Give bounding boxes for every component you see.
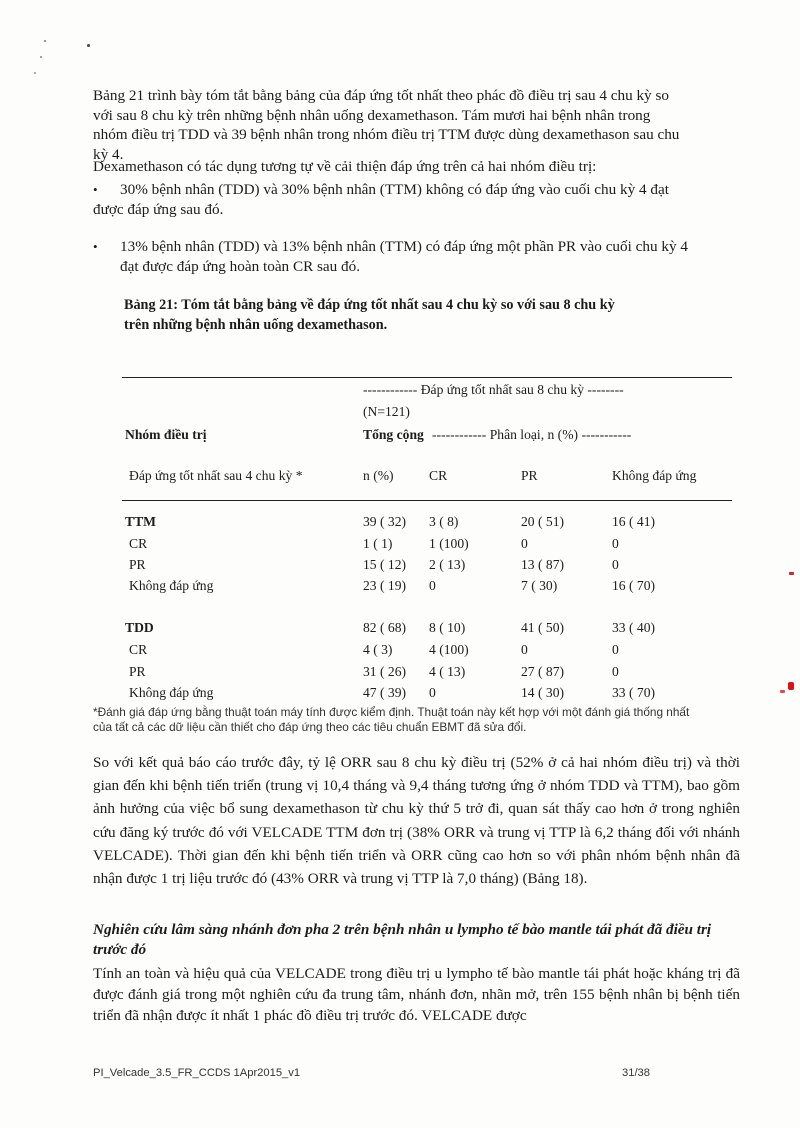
intro-line: nhóm điều trị TDD và 39 bệnh nhân trong nhóm điều trị TTM được dùng dexamethason sau chu (93, 126, 680, 143)
row-label: PR (129, 664, 146, 679)
table-header-rule (122, 500, 732, 501)
table-cell: 33 ( 70) (612, 685, 656, 700)
bullet-line: đạt được đáp ứng hoàn toàn CR sau đó. (120, 258, 361, 275)
table-cell: 1 (100) (429, 536, 469, 551)
header-n-label: (N=121) (363, 404, 410, 419)
table-cell: 31 ( 26) (363, 664, 407, 679)
header-total-label: Tổng cộng (363, 427, 424, 442)
scan-mark-red (780, 690, 785, 693)
table-cell: 39 ( 32) (363, 514, 407, 529)
row-label: Không đáp ứng (129, 685, 214, 700)
scan-speck (34, 72, 36, 74)
table-cell: 82 ( 68) (363, 620, 407, 635)
bullet-line: 30% bệnh nhân (TDD) và 30% bệnh nhân (TTM) không có đáp ứng vào cuối chu kỳ 4 đạt (120, 181, 669, 198)
table-cell: 4 ( 3) (363, 642, 393, 657)
header-col-n: n (%) (363, 468, 394, 483)
table-cell: 1 ( 1) (363, 536, 393, 551)
header-class-label: ------------ Phân loại, n (%) ----------- (432, 427, 632, 442)
table-cell: 2 ( 13) (429, 557, 466, 572)
header-col-cr: CR (429, 468, 448, 483)
table-cell: 0 (429, 685, 436, 700)
table-cell: 47 ( 39) (363, 685, 407, 700)
footer-page-number: 31/38 (622, 1067, 650, 1079)
table-cell: 14 ( 30) (521, 685, 565, 700)
table-cell: 0 (612, 557, 619, 572)
table-cell: 20 ( 51) (521, 514, 565, 529)
table-caption-line: Bảng 21: Tóm tắt bằng bảng về đáp ứng tốt nhất sau 4 chu kỳ so với sau 8 chu kỳ (124, 297, 615, 313)
header-col-pr: PR (521, 468, 538, 483)
table-cell: 15 ( 12) (363, 557, 407, 572)
row-label: CR (129, 536, 148, 551)
scan-mark-red (788, 682, 794, 690)
row-label: PR (129, 557, 146, 572)
comparison-paragraph: So với kết quả báo cáo trước đây, tỷ lệ ORR sau 8 chu kỳ điều trị (52% ở cả hai nhóm điều trị) và thời gian đến khi bệnh tiến triển (trung vị 10,4 tháng và 9,4 tháng tương ứng ở nhóm TDD và TTM), bao gồm ảnh hưởng của việc bổ sung dexamethason từ chu kỳ thứ 5 trở đi, quan sát thấy cao hơn ở trong nghiên cứu đăng ký trước đó với VELCADE TTM đơn trị (38% ORR và trung vị TTP là 6,2 tháng đối với nhánh VELCADE). Thời gian đến khi bệnh tiến triển và ORR cũng cao hơn so với phân nhóm bệnh nhân đã nhận được 1 trị liệu trước đó (43% ORR và trung vị TTP là 7,0 tháng) (Bảng 18). (93, 754, 740, 888)
table-cell: 16 ( 70) (612, 578, 656, 593)
table-cell: 7 ( 30) (521, 578, 558, 593)
header-span-label: ------------ Đáp ứng tốt nhất sau 8 chu kỳ -------- (363, 382, 624, 397)
bullet-item (93, 237, 743, 277)
table-caption-line: trên những bệnh nhân uống dexamethason. (124, 317, 388, 333)
table-cell: 3 ( 8) (429, 514, 459, 529)
scan-mark-red (789, 572, 794, 575)
row-label: Không đáp ứng (129, 578, 214, 593)
footnote-line: *Đánh giá đáp ứng bằng thuật toán máy tính được kiểm định. Thuật toán này kết hợp với một đánh giá thống nhất (93, 705, 690, 719)
table-cell: 16 ( 41) (612, 514, 656, 529)
table-top-rule (122, 377, 732, 378)
table-cell: 0 (612, 536, 619, 551)
bullet-line: 13% bệnh nhân (TDD) và 13% bệnh nhân (TTM) có đáp ứng một phần PR vào cuối chu kỳ 4 (120, 238, 688, 255)
table-cell: 33 ( 40) (612, 620, 656, 635)
table-cell: 13 ( 87) (521, 557, 565, 572)
group-name: TDD (125, 620, 154, 635)
final-paragraph: Tính an toàn và hiệu quả của VELCADE trong điều trị u lympho tế bào mantle tái phát hoặc kháng trị đã được đánh giá trong một nghiên cứu đa trung tâm, nhánh đơn, nhãn mở, trên 155 bệnh nhân bị bệnh tiến triển đã nhận được ít nhất 1 phác đồ điều trị trước đó. VELCADE được (93, 965, 740, 1024)
scan-speck (44, 40, 46, 42)
dexamethason-intro: Dexamethason có tác dụng tương tự về cải thiện đáp ứng trên cả hai nhóm điều trị: (93, 158, 597, 175)
footer-doc-id: PI_Velcade_3.5_FR_CCDS 1Apr2015_v1 (93, 1067, 301, 1079)
scan-speck (87, 44, 90, 47)
table-cell: 27 ( 87) (521, 664, 565, 679)
table-cell: 0 (521, 536, 528, 551)
bullet-icon: • (93, 239, 98, 254)
table-cell: 23 ( 19) (363, 578, 407, 593)
header-row-label: Đáp ứng tốt nhất sau 4 chu kỳ * (129, 468, 303, 483)
table-cell: 0 (612, 664, 619, 679)
footnote-line: của tất cả các dữ liệu cần thiết cho đáp ứng theo các tiêu chuẩn EBMT đã sửa đổi. (93, 720, 527, 734)
table-cell: 4 (100) (429, 642, 469, 657)
section-heading: Nghiên cứu lâm sàng nhánh đơn pha 2 trên bệnh nhân u lympho tế bào mantle tái phát đã điều trị trước đó (93, 921, 712, 958)
intro-line: Bảng 21 trình bày tóm tắt bằng bảng của đáp ứng tốt nhất theo phác đồ điều trị sau 4 chu kỳ so (93, 87, 669, 104)
bullet-icon: • (93, 182, 98, 197)
table-cell: 4 ( 13) (429, 664, 466, 679)
table-cell: 0 (521, 642, 528, 657)
table-cell: 41 ( 50) (521, 620, 565, 635)
table-cell: 8 ( 10) (429, 620, 466, 635)
table-cell: 0 (429, 578, 436, 593)
table-cell: 0 (612, 642, 619, 657)
bullet-line: được đáp ứng sau đó. (93, 201, 224, 218)
table-footnote (93, 705, 753, 735)
header-group-label: Nhóm điều trị (125, 427, 207, 442)
intro-paragraph (93, 86, 733, 164)
scan-speck (40, 56, 42, 58)
intro-line: với sau 8 chu kỳ trên những bệnh nhân uống dexamethason. Tám mươi hai bệnh nhân trong (93, 106, 651, 124)
bullet-item (93, 180, 743, 220)
intro-line: kỳ 4. (93, 145, 124, 163)
group-name: TTM (125, 514, 156, 529)
table-caption (124, 295, 724, 335)
header-col-none: Không đáp ứng (612, 468, 697, 483)
row-label: CR (129, 642, 148, 657)
